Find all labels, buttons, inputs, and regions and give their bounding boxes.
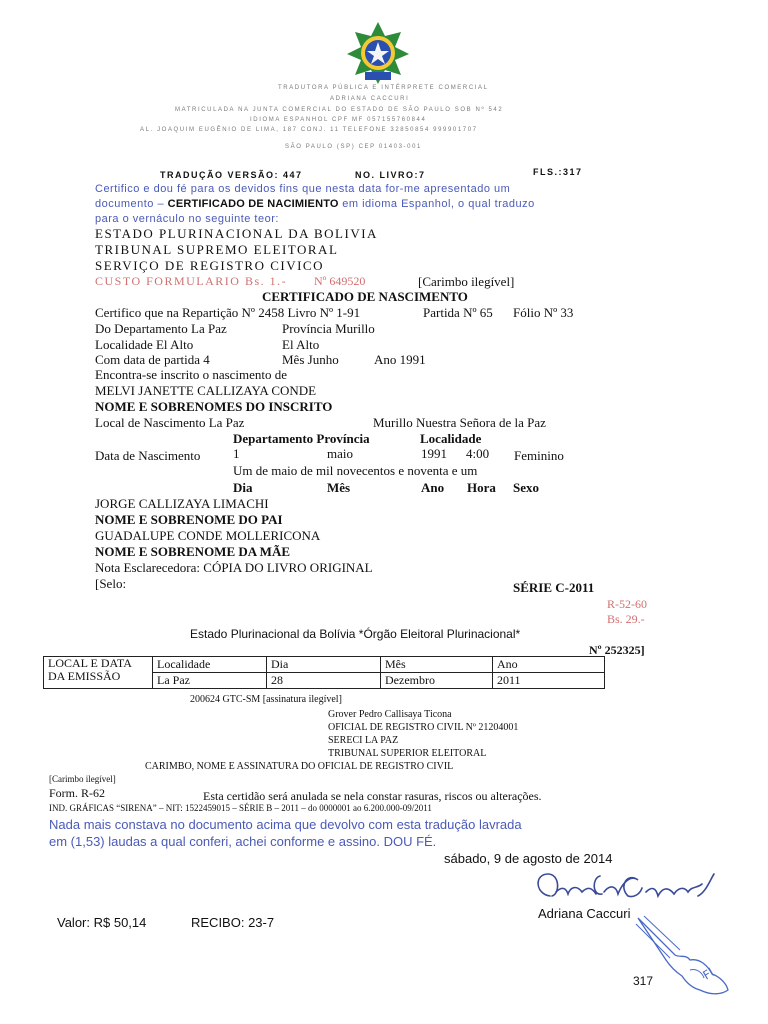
graficas-line: IND. GRÁFICAS “SIRENA” – NIT: 1522459015 – SÉRIE B – 2011 – do 0000001 ao 6.200.000-09/2011 — [49, 803, 432, 813]
official-title: OFICIAL DE REGISTRO CIVIL Nº 21204001 — [328, 722, 519, 733]
gtc-line: 200624 GTC-SM [assinatura ilegível] — [190, 694, 342, 705]
carimbo-ilegivel-1: [Carimbo ilegível] — [418, 274, 515, 289]
local-nascimento-detail: Murillo Nuestra Señora de la Paz — [373, 415, 546, 430]
serie-label: SÉRIE C-2011 — [513, 580, 595, 595]
translation-number: TRADUÇÃO VERSÃO: 447 — [160, 170, 303, 180]
brazil-seal — [343, 20, 413, 86]
nascimento-mes: maio — [327, 446, 353, 461]
header-ano: Ano — [421, 480, 445, 495]
departamento-provincia-label: Departamento Província — [233, 431, 370, 446]
r52-label: R-52-60 — [607, 597, 647, 611]
header-line-4: IDIOMA ESPANHOL CPF MF 057155760844 — [250, 117, 427, 123]
nota-esclarecedora: Nota Esclarecedora: CÓPIA DO LIVRO ORIGINAL — [95, 560, 373, 575]
intro-doc-title: CERTIFICADO DE NACIMIENTO — [167, 198, 339, 210]
folio-number: FLS.:317 — [533, 167, 583, 177]
table-value-ano: 2011 — [493, 673, 605, 689]
selo-label: [Selo: — [95, 576, 127, 591]
emission-label-line-1: LOCAL E DATA — [48, 656, 132, 670]
intro-line-2 — [95, 198, 535, 210]
estado-line: ESTADO PLURINACIONAL DA BOLIVIA — [95, 226, 378, 241]
table-value-localidade: La Paz — [153, 673, 267, 689]
ano-partida: Ano 1991 — [374, 352, 426, 367]
nascimento-hora: 4:00 — [466, 446, 490, 461]
intro-line-2-post: em idioma Espanhol, o qual traduzo — [342, 198, 535, 210]
svg-text:Fl: Fl — [700, 965, 717, 983]
servico-line: SERVIÇO DE REGISTRO CIVICO — [95, 258, 324, 273]
inscrito-line: Encontra-se inscrito o nascimento de — [95, 367, 288, 382]
inscrito-label: NOME E SOBRENOMES DO INSCRITO — [95, 399, 333, 414]
closing-line-2: em (1,53) laudas a qual conferi, achei conforme e assino. DOU FÉ. — [49, 834, 437, 849]
nascimento-dia: 1 — [233, 446, 240, 461]
table-value-mes: Dezembro — [381, 673, 493, 689]
father-name: JORGE CALLIZAYA LIMACHI — [95, 496, 269, 511]
localidade-label: Localidade — [420, 431, 482, 446]
header-dia: Dia — [233, 480, 253, 495]
mother-name: GUADALUPE CONDE MOLLERICONA — [95, 528, 321, 543]
page-number: 317 — [633, 974, 654, 988]
certificate-title: CERTIFICADO DE NASCIMENTO — [262, 289, 468, 304]
header-sexo: Sexo — [513, 480, 539, 495]
header-mes: Mês — [327, 480, 351, 495]
orgao-eleitoral-line: Estado Plurinacional da Bolívia *Órgão Eleitoral Plurinacional* — [190, 627, 521, 641]
nascimento-ano: 1991 — [421, 446, 447, 461]
emission-label-cell — [44, 657, 153, 689]
header-line-3: MATRICULADA NA JUNTA COMERCIAL DO ESTADO DE SÃO PAULO SOB Nº 542 — [175, 107, 504, 113]
translator-name: Adriana Caccuri — [538, 906, 631, 921]
departamento-line: Do Departamento La Paz — [95, 321, 227, 336]
header-hora: Hora — [467, 480, 496, 495]
header-line-1: TRADUTORA PÚBLICA E INTÉRPRETE COMERCIAL — [278, 85, 489, 91]
form-number: Nº 649520 — [314, 274, 366, 288]
folio-line: Fólio Nº 33 — [513, 305, 574, 320]
data-nascimento-label: Data de Nascimento — [95, 448, 201, 463]
intro-line-3: para o vernáculo no seguinte teor: — [95, 213, 279, 225]
closing-date: sábado, 9 de agosto de 2014 — [444, 851, 613, 866]
valor-label: Valor: R$ 50,14 — [57, 915, 147, 930]
provincia-line: Província Murillo — [282, 321, 375, 336]
data-partida-line: Com data de partida 4 — [95, 352, 210, 367]
emission-table — [43, 656, 605, 689]
reparticao-line: Certifico que na Repartição Nº 2458 Livro Nº 1-91 — [95, 305, 361, 320]
mother-label: NOME E SOBRENOME DA MÃE — [95, 544, 291, 559]
inscrito-name: MELVI JANETTE CALLIZAYA CONDE — [95, 383, 317, 398]
official-name: Grover Pedro Callisaya Ticona — [328, 709, 452, 720]
header-line-2: ADRIANA CACCURI — [330, 96, 410, 102]
table-header-ano: Ano — [493, 657, 605, 673]
partida-number: Partida Nº 65 — [423, 305, 493, 320]
mes-partida: Mês Junho — [282, 352, 339, 367]
localidade-value: El Alto — [282, 337, 320, 352]
table-header-localidade: Localidade — [153, 657, 267, 673]
header-line-6: SÃO PAULO (SP) CEP 01403-001 — [285, 144, 422, 150]
bs29-label: Bs. 29.- — [607, 612, 645, 626]
father-label: NOME E SOBRENOME DO PAI — [95, 512, 283, 527]
number-252325: Nº 252325] — [589, 643, 645, 657]
custo-formulario: CUSTO FORMULARIO Bs. 1.- — [95, 274, 288, 288]
header-line-5: AL. JOAQUIM EUGÊNIO DE LIMA, 187 CONJ. 11 TELEFONE 32850854 999901707 — [140, 127, 478, 133]
carimbo-nome-line: CARIMBO, NOME E ASSINATURA DO OFICIAL DE REGISTRO CIVIL — [145, 761, 454, 772]
translator-signature — [530, 866, 720, 908]
carimbo-ilegivel-2: [Carimbo ilegível] — [49, 774, 116, 784]
data-extenso: Um de maio de mil novecentos e noventa e um — [233, 463, 478, 478]
tribunal-line: TRIBUNAL SUPREMO ELEITORAL — [95, 242, 339, 257]
tribunal-superior-line: TRIBUNAL SUPERIOR ELEITORAL — [328, 748, 487, 759]
recibo-label: RECIBO: 23-7 — [191, 915, 275, 930]
book-number: NO. LIVRO:7 — [355, 170, 426, 180]
anulacao-notice: Esta certidão será anulada se nela constar rasuras, riscos ou alterações. — [203, 789, 542, 803]
intro-line-1: Certifico e dou fé para os devidos fins que nesta data for-me apresentado um — [95, 183, 511, 195]
table-header-dia: Dia — [267, 657, 381, 673]
local-nascimento: Local de Nascimento La Paz — [95, 415, 245, 430]
emission-label-line-2: DA EMISSÃO — [48, 669, 121, 683]
form-r62: Form. R-62 — [49, 786, 106, 800]
nascimento-sexo: Feminino — [514, 448, 564, 463]
localidade-line: Localidade El Alto — [95, 337, 194, 352]
closing-line-1: Nada mais constava no documento acima que devolvo com esta tradução lavrada — [49, 817, 522, 832]
intro-line-2-pre: documento – — [95, 198, 165, 210]
table-value-dia: 28 — [267, 673, 381, 689]
table-header-mes: Mês — [381, 657, 493, 673]
sereci-line: SERECI LA PAZ — [328, 735, 399, 746]
